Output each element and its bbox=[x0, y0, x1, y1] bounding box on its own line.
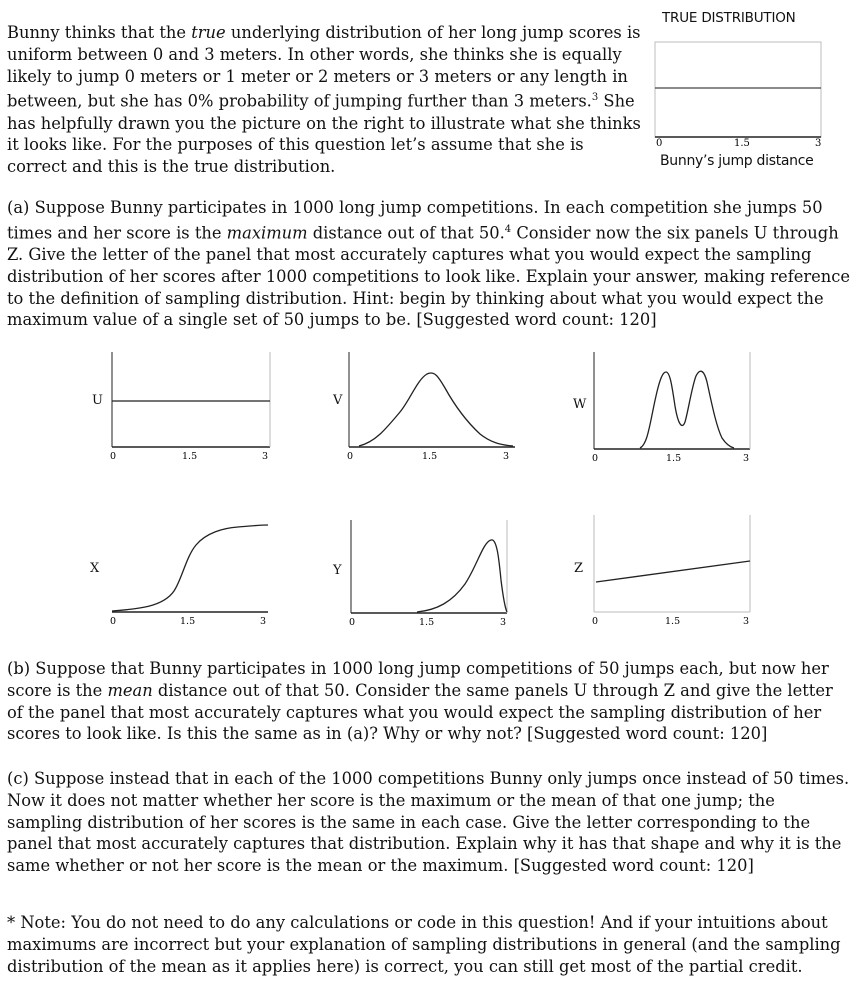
panel-x-tick-1: 1.5 bbox=[180, 616, 196, 627]
intro-text-3: She has helpfully drawn you the picture on the right to illustrate what she thinks it looks like. For the purposes of this question let’s assume that she is correct and this is the true distribution. bbox=[7, 91, 641, 177]
note-paragraph: * Note: You do not need to do any calculations or code in this question! And if your intuitions about maximums are incorrect but your explanation of sampling distributions in general (and the sampling distribution of the mean as it applies here) is correct, you can still get most of the partial credit. bbox=[7, 913, 841, 976]
panel-y bbox=[347, 520, 517, 628]
panel-v-tick-2: 3 bbox=[503, 451, 510, 462]
part-a-paragraph bbox=[7, 197, 855, 331]
panel-v bbox=[345, 352, 525, 462]
intro-paragraph bbox=[7, 22, 642, 178]
part-a-text-2: distance out of that 50. bbox=[307, 223, 505, 243]
panel-z-tick-0: 0 bbox=[592, 616, 599, 627]
panel-w-curve bbox=[640, 371, 734, 448]
panel-y-tick-0: 0 bbox=[349, 617, 356, 628]
panel-u-tick-2: 3 bbox=[262, 451, 269, 462]
part-b-paragraph bbox=[7, 658, 852, 745]
panel-w-label: W bbox=[573, 397, 587, 412]
part-b-text-1: (b) Suppose that Bunny participates in 1000 long jump competitions of 50 jumps each, but now her score is the bbox=[7, 659, 829, 700]
panel-u-label: U bbox=[92, 393, 103, 408]
panel-w-tick-0: 0 bbox=[592, 453, 599, 464]
part-b-emphasis-mean: mean bbox=[107, 680, 153, 700]
part-a-text-3: Consider now the six panels U through Z. Give the letter of the panel that most accurately captures what you would expect the sampling distribution of her scores after 1000 competitions to look like. Explain your answer, making reference to the definition of sampling distribution. Hint: begin by thinking about what you would expect the maximum value of a single set of 50 jumps to be. [Suggested word count: 120] bbox=[7, 223, 851, 330]
panel-x-label: X bbox=[90, 561, 100, 576]
panel-v-tick-0: 0 bbox=[347, 451, 354, 462]
panel-v-tick-1: 1.5 bbox=[422, 451, 438, 462]
panel-z bbox=[590, 515, 760, 627]
part-b-text-2: distance out of that 50. Consider the same panels U through Z and give the letter of the panel that most accurately captures what you would expect the sampling distribution of her scores to look like. Is this the same as in (a)? Why or why not? [Suggested word count: 120] bbox=[7, 680, 833, 744]
panel-y-tick-1: 1.5 bbox=[419, 617, 435, 628]
panel-z-tick-1: 1.5 bbox=[665, 616, 681, 627]
footnote-ref-3: 3 bbox=[591, 92, 599, 104]
panel-v-curve bbox=[359, 373, 513, 446]
part-a-emphasis-maximum: maximum bbox=[226, 223, 308, 243]
panel-x-tick-0: 0 bbox=[110, 616, 117, 627]
panel-z-label: Z bbox=[574, 561, 584, 576]
panel-x bbox=[108, 515, 278, 627]
panel-w bbox=[590, 352, 760, 464]
panel-u bbox=[108, 352, 278, 462]
panel-z-tick-2: 3 bbox=[743, 616, 750, 627]
true-distribution-figure bbox=[650, 30, 840, 155]
panel-y-tick-2: 3 bbox=[500, 617, 507, 628]
intro-text-1: Bunny thinks that the bbox=[7, 23, 192, 42]
panel-u-tick-1: 1.5 bbox=[182, 451, 198, 462]
intro-emphasis-true: true bbox=[191, 23, 226, 42]
panel-w-tick-1: 1.5 bbox=[666, 453, 682, 464]
true-dist-tick-2: 3 bbox=[815, 138, 822, 149]
true-distribution-xlabel: Bunny’s jump distance bbox=[660, 153, 814, 169]
panel-u-tick-0: 0 bbox=[110, 451, 117, 462]
panel-v-label: V bbox=[333, 393, 343, 408]
panel-z-curve bbox=[596, 561, 750, 582]
panel-y-curve bbox=[417, 540, 507, 612]
true-distribution-title: TRUE DISTRIBUTION bbox=[662, 10, 796, 26]
true-dist-tick-1: 1.5 bbox=[734, 138, 750, 149]
footnote-ref-4: 4 bbox=[504, 223, 512, 235]
part-c-paragraph: (c) Suppose instead that in each of the 1000 competitions Bunny only jumps once instead of 50 times. Now it does not matter whether her score is the maximum or the mean of that one jump; the sampling distribution of her scores is the same in each case. Give the letter corresponding to the panel that most accurately captures that distribution. Explain why it has that shape and why it is the same whether or not her score is the mean or the maximum. [Suggested word count: 120] bbox=[7, 769, 850, 876]
intro-text-2: underlying distribution of her long jump scores is uniform between 0 and 3 meters. In other words, she thinks she is equally likely to jump 0 meters or 1 meter or 2 meters or 3 meters or any length in between, but she has 0% probability of jumping further than 3 meters. bbox=[7, 23, 641, 111]
panel-y-label: Y bbox=[333, 563, 342, 578]
true-dist-tick-0: 0 bbox=[656, 138, 663, 149]
part-a-text-1: (a) Suppose Bunny participates in 1000 long jump competitions. In each competition she jumps 50 times and her score is the bbox=[7, 198, 823, 243]
panel-x-tick-2: 3 bbox=[260, 616, 267, 627]
panel-w-tick-2: 3 bbox=[743, 453, 750, 464]
true-distribution-frame bbox=[655, 42, 821, 137]
panel-x-curve bbox=[112, 525, 268, 611]
